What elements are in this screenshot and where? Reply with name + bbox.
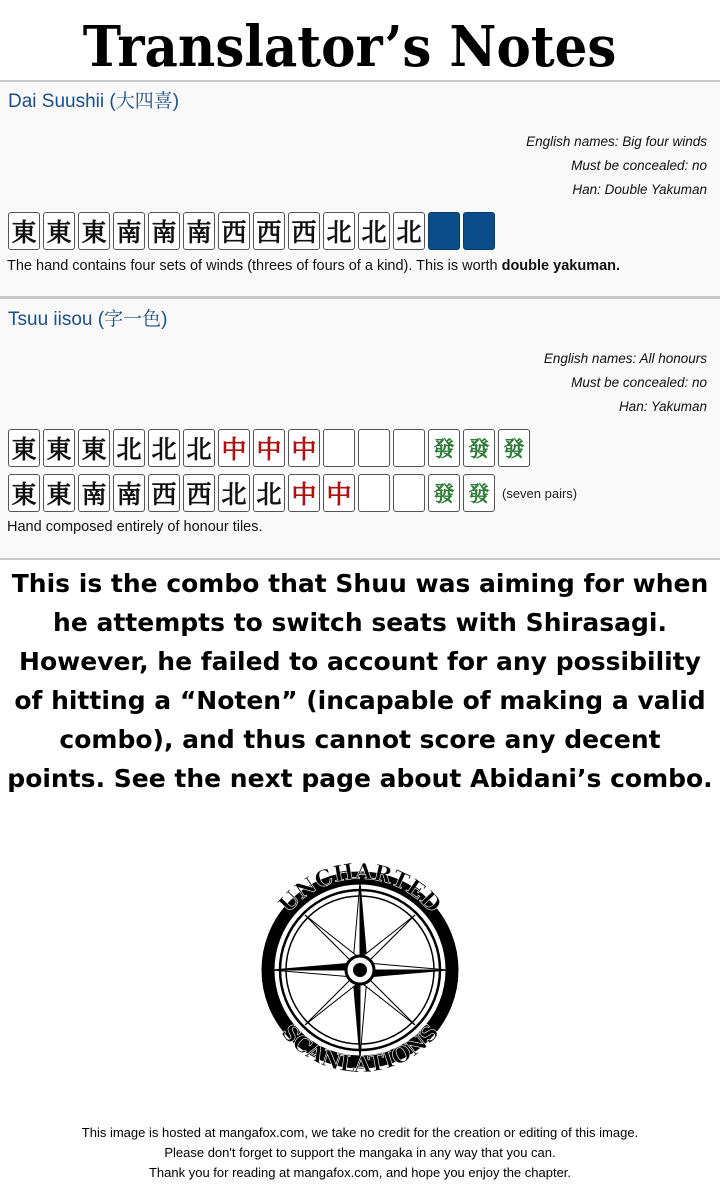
note-line: points. See the next page about Abidani’s combo. (7, 764, 713, 793)
mahjong-tile: 東 (8, 474, 40, 512)
mahjong-tile: 東 (43, 212, 75, 250)
white-dragon-tile (358, 429, 390, 467)
mahjong-tile: 發 (428, 429, 460, 467)
translator-note (0, 564, 720, 798)
mahjong-tile: 發 (463, 429, 495, 467)
tile-row (8, 429, 530, 467)
hand-title: Dai Suushii (大四喜) (8, 91, 180, 112)
mahjong-tile: 東 (78, 212, 110, 250)
mahjong-tile: 東 (78, 429, 110, 467)
mahjong-tile: 中 (253, 429, 285, 467)
meta-concealed: Must be concealed: no (571, 158, 707, 173)
credit-line: Please don't forget to support the mangaka in any way that you can. (164, 1145, 556, 1160)
mahjong-tile: 中 (218, 429, 250, 467)
note-line: This is the combo that Shuu was aiming for when (11, 569, 709, 598)
note-line: he attempts to switch seats with Shirasagi. (53, 608, 667, 637)
mahjong-tile: 中 (323, 474, 355, 512)
mahjong-tile: 北 (218, 474, 250, 512)
mahjong-tile: 南 (78, 474, 110, 512)
credit-line: Thank you for reading at mangafox.com, and hope you enjoy the chapter. (148, 1165, 572, 1180)
white-dragon-tile (393, 474, 425, 512)
description-bold: double yakuman. (501, 258, 621, 274)
tile-back (463, 212, 495, 250)
mahjong-tile: 東 (8, 212, 40, 250)
credit-line: This image is hosted at mangafox.com, we take no credit for the creation or editing of this image. (81, 1125, 639, 1140)
note-line: of hitting a “Noten” (incapable of making a valid (14, 686, 706, 715)
white-dragon-tile (323, 429, 355, 467)
mahjong-tile: 東 (43, 429, 75, 467)
meta-english-names: English names: All honours (543, 351, 707, 366)
mahjong-tile: 西 (148, 474, 180, 512)
uncharted-scanlations-logo (250, 852, 470, 1092)
mahjong-tile: 東 (8, 429, 40, 467)
mahjong-tile: 發 (428, 474, 460, 512)
mahjong-tile: 南 (183, 212, 215, 250)
description-text: The hand contains four sets of winds (threes of fours of a kind). This is worth (7, 258, 502, 274)
hand-description: Hand composed entirely of honour tiles. (7, 519, 263, 535)
mahjong-tile: 西 (253, 212, 285, 250)
meta-han: Han: Yakuman (618, 399, 707, 414)
mahjong-tile: 北 (113, 429, 145, 467)
hand-meta (526, 130, 707, 202)
mahjong-tile: 南 (113, 212, 145, 250)
mahjong-tile: 北 (183, 429, 215, 467)
note-line: However, he failed to account for any possibility (19, 647, 701, 676)
meta-han: Han: Double Yakuman (572, 182, 707, 197)
compass-logo-icon (250, 852, 470, 1092)
hosting-credits (0, 1123, 720, 1183)
mahjong-tile: 西 (218, 212, 250, 250)
mahjong-tile: 中 (288, 474, 320, 512)
meta-english-names: English names: Big four winds (526, 134, 707, 149)
mahjong-tile: 北 (148, 429, 180, 467)
mahjong-tile: 西 (288, 212, 320, 250)
mahjong-tile: 北 (253, 474, 285, 512)
logo-top-text: UNCHARTED (273, 858, 447, 918)
note-line: combo), and thus cannot score any decent (59, 725, 661, 754)
logo-bottom-text: SCANLATIONS (275, 1019, 445, 1079)
mahjong-tile: 南 (148, 212, 180, 250)
mahjong-tile: 西 (183, 474, 215, 512)
seven-pairs-note: (seven pairs) (502, 485, 578, 501)
white-dragon-tile (393, 429, 425, 467)
meta-concealed: Must be concealed: no (571, 375, 707, 390)
mahjong-tile: 北 (323, 212, 355, 250)
hand-meta (544, 347, 707, 419)
hand-description (7, 258, 620, 274)
mahjong-tile: 發 (498, 429, 530, 467)
hand-panel-dai-suushii (0, 80, 720, 298)
hand-panel-tsuu-iisou (0, 297, 720, 560)
page-heading: Translator’s Notes (82, 14, 617, 80)
mahjong-tile: 北 (358, 212, 390, 250)
tile-row (8, 212, 495, 250)
hand-title: Tsuu iisou (字一色) (8, 309, 168, 330)
white-dragon-tile (358, 474, 390, 512)
tile-back (428, 212, 460, 250)
tile-row-seven-pairs (8, 474, 577, 512)
mahjong-tile: 東 (43, 474, 75, 512)
mahjong-tile: 南 (113, 474, 145, 512)
mahjong-tile: 北 (393, 212, 425, 250)
mahjong-tile: 中 (288, 429, 320, 467)
mahjong-tile: 發 (463, 474, 495, 512)
